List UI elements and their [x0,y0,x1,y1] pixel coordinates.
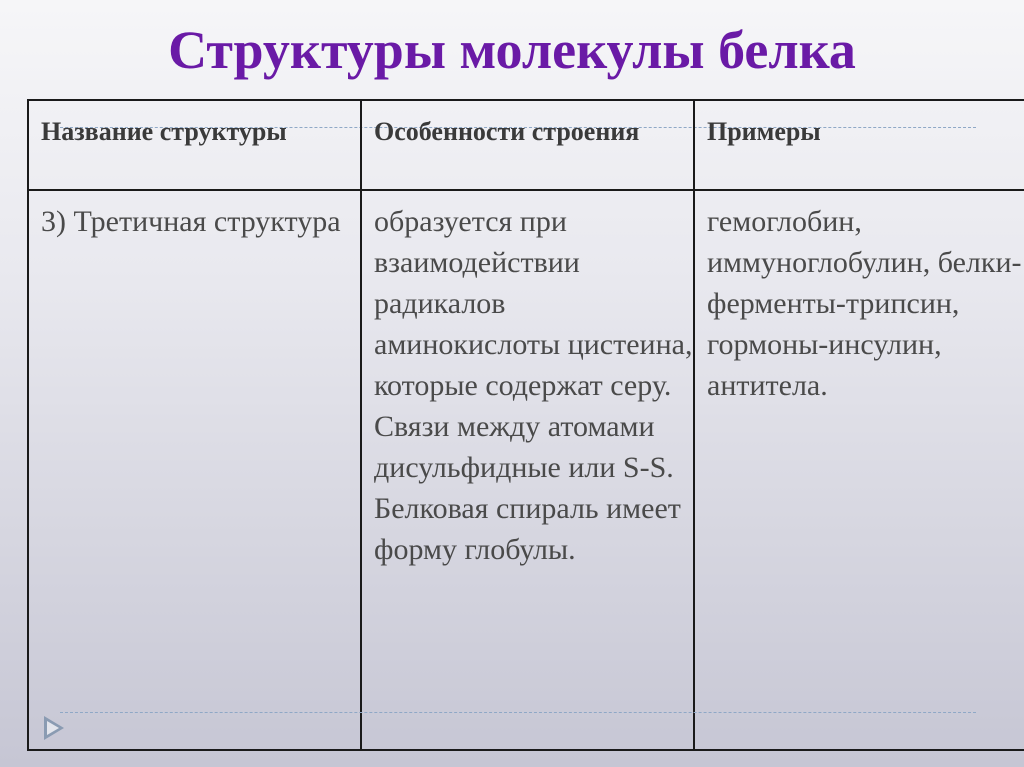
header-examples: Примеры [694,100,1024,190]
decorative-dashed-line-bottom [60,712,976,713]
slide-title: Структуры молекулы белка [168,20,856,80]
table-row [28,190,1024,750]
table-header-row [28,100,1024,190]
protein-structure-table [27,99,1024,751]
header-structure-features: Особенности строения [361,100,694,190]
triangle-right-icon[interactable] [44,716,64,740]
cell-structure-name: 3) Третичная структура [28,190,361,750]
cell-structure-features: образуется при взаимодействии радикалов аминокислоты цистеина, которые содержат серу. Связи между атомами дисульфидные или S-S. Белковая спираль имеет форму глобулы. [361,190,694,750]
header-structure-name: Название структуры [28,100,361,190]
cell-examples: гемоглобин, иммуноглобулин, белки-ферменты-трипсин, гормоны-инсулин, антитела. [694,190,1024,750]
